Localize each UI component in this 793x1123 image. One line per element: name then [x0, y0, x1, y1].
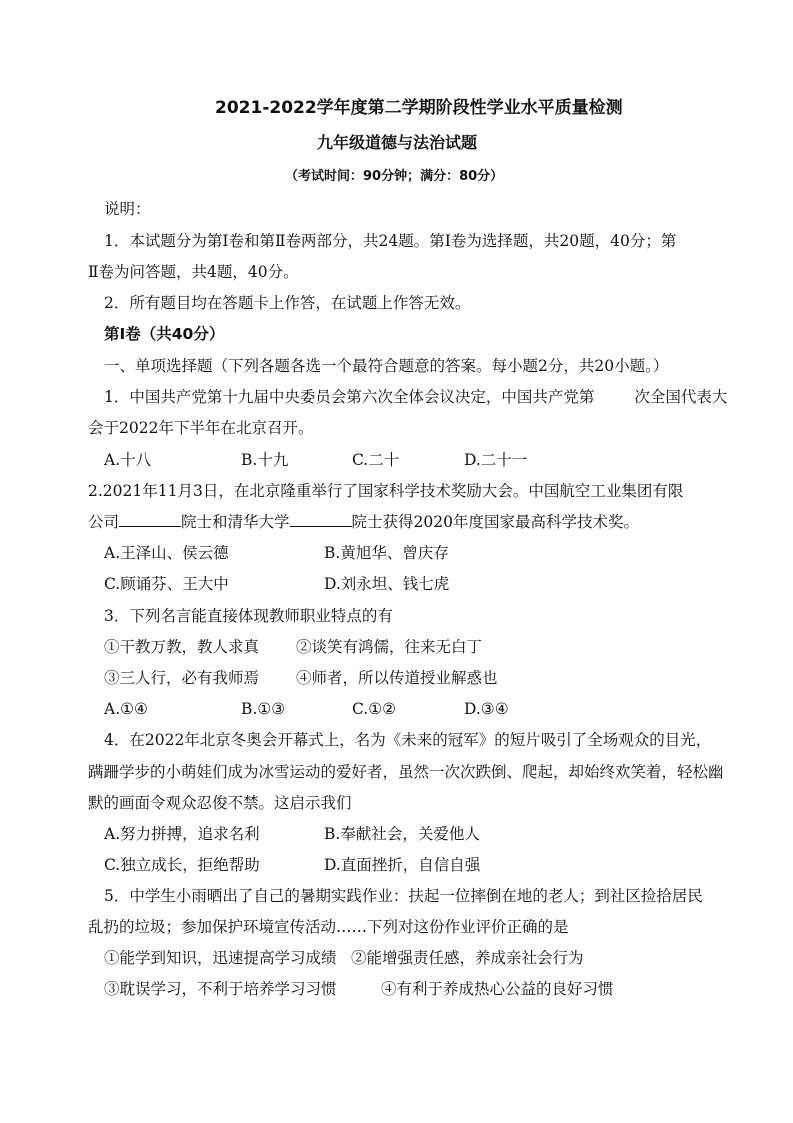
- instruction-1-line-2: Ⅱ卷为问答题，共4题，40分。: [88, 263, 299, 281]
- question-5-item-1: ①能学到知识，迅速提高学习成绩: [104, 949, 337, 967]
- question-2-text-a: 公司: [88, 513, 120, 531]
- question-1-line-1: [104, 387, 727, 407]
- question-2-option-b: B.黄旭华、曾庆存: [324, 544, 449, 562]
- question-2-option-d: D.刘永坦、钱七虎: [324, 575, 450, 593]
- exam-info: （考试时间：90分钟；满分：80分）: [285, 169, 504, 184]
- question-5-item-3: ③耽误学习，不利于培养学习习惯: [104, 980, 337, 998]
- question-4-line-3: 默的画面令观众忍俊不禁。这启示我们: [88, 794, 352, 812]
- question-5-line-1: 5．中学生小雨晒出了自己的暑期实践作业：扶起一位摔倒在地的老人；到社区捡拾居民: [104, 887, 703, 905]
- question-2-line-2: [88, 512, 639, 532]
- question-3-item-1: ①干教万教，教人求真: [104, 638, 260, 656]
- question-1-option-d: D.二十一: [464, 451, 528, 469]
- question-2-line-1: 2.2021年11月3日，在北京隆重举行了国家科学技术奖励大会。中国航空工业集团有限: [88, 482, 684, 500]
- question-2-option-a: A.王泽山、侯云德: [104, 544, 229, 562]
- question-3-item-3: ③三人行，必有我师焉: [104, 669, 260, 687]
- question-4-option-c: C.独立成长，拒绝帮助: [104, 856, 260, 874]
- question-3-option-d: D.③④: [464, 700, 509, 718]
- instructions-label: 说明：: [104, 200, 151, 218]
- question-3-option-b: B.①③: [241, 700, 286, 718]
- question-2-text-c: 院士获得2020年度国家最高科学技术奖。: [351, 513, 639, 531]
- question-3-option-c: C.①②: [352, 700, 397, 718]
- question-5-line-2: 乱扔的垃圾；参加保护环境宣传活动……下列对这份作业评价正确的是: [88, 918, 569, 936]
- question-1-option-c: C.二十: [352, 451, 400, 469]
- instruction-2: 2．所有题目均在答题卡上作答，在试题上作答无效。: [104, 294, 471, 312]
- exam-subtitle: 九年级道德与法治试题: [317, 133, 478, 152]
- question-2-text-b: 院士和清华大学: [181, 513, 290, 531]
- question-1-option-b: B.十九: [241, 451, 289, 469]
- exam-title: 2021-2022学年度第二学期阶段性学业水平质量检测: [215, 98, 623, 118]
- question-4-option-a: A.努力拼搏，追求名利: [104, 825, 260, 843]
- question-1-text-a: 1．中国共产党第十九届中央委员会第六次全体会议决定，中国共产党第: [104, 388, 595, 406]
- question-5-item-2: ②能增强责任感，养成亲社会行为: [351, 949, 584, 967]
- question-2-option-c: C.顾诵芬、王大中: [104, 575, 229, 593]
- question-5-item-4: ④有利于养成热心公益的良好习惯: [381, 980, 614, 998]
- question-4-option-b: B.奉献社会，关爱他人: [324, 825, 480, 843]
- answer-blank: [119, 512, 181, 527]
- instruction-1-line-1: 1．本试题分为第Ⅰ卷和第Ⅱ卷两部分，共24题。第Ⅰ卷为选择题，共20题，40分；第: [104, 232, 677, 250]
- question-4-line-1: 4．在2022年北京冬奥会开幕式上，名为《未来的冠军》的短片吸引了全场观众的目光，: [104, 731, 712, 749]
- question-1-option-a: A.十八: [104, 451, 152, 469]
- question-1-text-b: 次全国代表大: [634, 388, 728, 406]
- question-3-stem: 3．下列名言能直接体现教师职业特点的有: [104, 607, 393, 625]
- question-1-line-2: 会于2022年下半年在北京召开。: [88, 419, 314, 437]
- question-3-option-a: A.①④: [104, 700, 148, 718]
- question-3-item-4: ④师者，所以传道授业解惑也: [296, 669, 498, 687]
- part-title: 一、单项选择题（下列各题各选一个最符合题意的答案。每小题2分，共20小题。）: [104, 357, 669, 375]
- answer-blank: [290, 512, 352, 527]
- section-heading: 第Ⅰ卷（共40分）: [104, 325, 225, 343]
- question-4-line-2: 蹒跚学步的小萌娃们成为冰雪运动的爱好者，虽然一次次跌倒、爬起，却始终欢笑着，轻松幽: [88, 763, 724, 781]
- question-3-item-2: ②谈笑有鸿儒，往来无白丁: [296, 638, 483, 656]
- question-4-option-d: D.直面挫折，自信自强: [324, 856, 481, 874]
